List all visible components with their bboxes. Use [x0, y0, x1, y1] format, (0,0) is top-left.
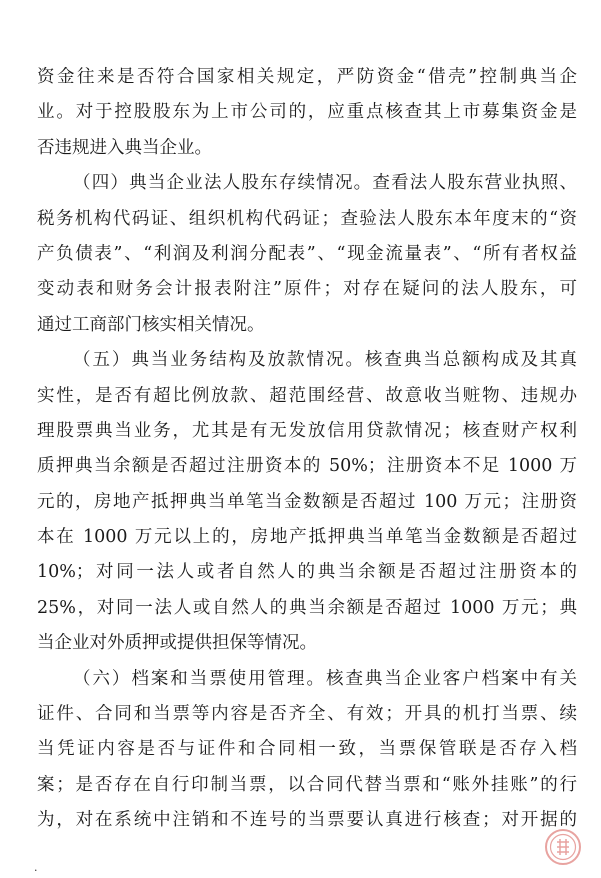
text-line: 为，对在系统中注销和不连号的当票要认真进行核查；对开据的 — [37, 810, 577, 831]
text-line: 理股票典当业务，尤其是有无发放信用贷款情况；核查财产权利 — [37, 420, 577, 441]
text-line: 质押典当余额是否超过注册资本的 50%；注册资本不足 1000 万 — [37, 456, 577, 477]
text-line: 税务机构代码证、组织机构代码证；查验法人股东本年度末的“资 — [37, 208, 577, 229]
text-line: 证件、合同和当票等内容是否齐全、有效；开具的机打当票、续 — [37, 704, 577, 725]
text-line: 业。对于控股股东为上市公司的，应重点核查其上市募集资金是 — [37, 102, 577, 123]
page-footer-mark: · — [34, 866, 38, 876]
text-line: 产负债表”、“利润及利润分配表”、“现金流量表”、“所有者权益 — [37, 243, 577, 264]
document-body — [37, 60, 577, 839]
text-line: 10%；对同一法人或者自然人的典当余额是否超过注册资本的 — [37, 562, 577, 583]
text-line: （四）典当企业法人股东存续情况。查看法人股东营业执照、 — [73, 173, 577, 194]
text-line: 资金往来是否符合国家相关规定，严防资金“借壳”控制典当企 — [37, 67, 577, 87]
text-line: 案；是否存在自行印制当票，以合同代替当票和“账外挂账”的行 — [37, 774, 577, 795]
text-line: （五）典当业务结构及放款情况。核查典当总额构成及其真 — [73, 350, 577, 371]
text-line: 元的，房地产抵押典当单笔当金数额是否超过 100 万元；注册资 — [37, 491, 577, 512]
text-line: 变动表和财务会计报表附注”原件；对存在疑问的法人股东，可 — [37, 279, 577, 300]
text-line: 通过工商部门核实相关情况。 — [37, 314, 265, 335]
text-line: 25%，对同一法人或自然人的典当余额是否超过 1000 万元；典 — [37, 597, 577, 618]
text-line: 本在 1000 万元以上的，房地产抵押典当单笔当金数额是否超过 — [37, 527, 577, 548]
watermark-stamp-icon — [544, 828, 582, 866]
text-line: 当凭证内容是否与证件和合同相一致，当票保管联是否存入档 — [37, 739, 577, 760]
text-line: （六）档案和当票使用管理。核查典当企业客户档案中有关 — [73, 668, 577, 689]
text-line: 当企业对外质押或提供担保等情况。 — [37, 633, 317, 654]
text-line: 否违规进入典当企业。 — [37, 137, 212, 158]
text-line: 实性，是否有超比例放款、超范围经营、故意收当赃物、违规办 — [37, 385, 577, 406]
